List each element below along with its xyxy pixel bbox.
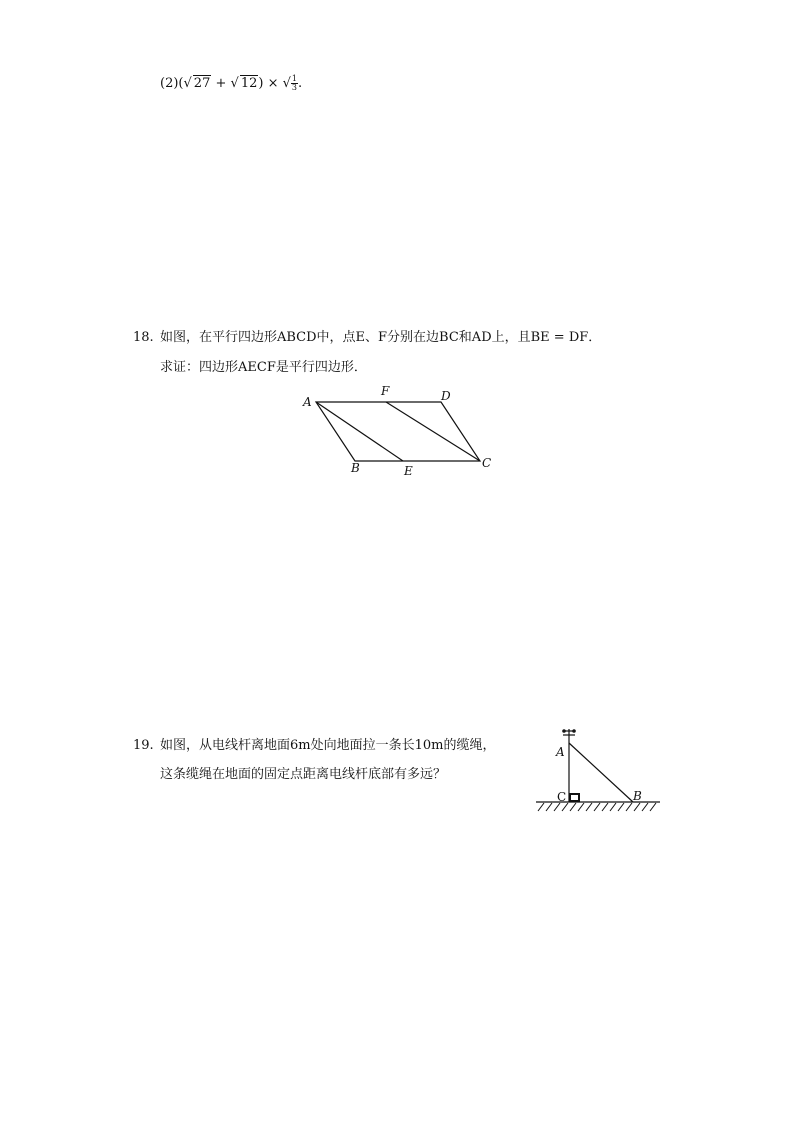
label-c: C: [482, 456, 492, 470]
label-c: C: [557, 790, 567, 804]
q17-part2-expression: (2)(√ 27 + √ 12) × √ $\frac{1}{3}$ .: [160, 74, 303, 92]
q19-text-line1: 如图，从电线杆离地面6m处向地面拉一条长10m的缆绳，: [160, 738, 496, 753]
radicand-27: 27: [193, 76, 211, 91]
label-d: D: [441, 389, 451, 403]
q19-text-line2: 这条缆绳在地面的固定点距离电线杆底部有多远？: [160, 767, 447, 782]
label-b: B: [351, 461, 360, 475]
segment-fc: [386, 402, 480, 461]
label-f: F: [381, 384, 390, 398]
q18-parallelogram-figure: [295, 380, 505, 480]
q19-number: 19.: [133, 738, 154, 753]
label-e: E: [404, 464, 413, 478]
label-a: A: [303, 395, 312, 409]
segment-ae: [316, 402, 403, 461]
ground-hatching: [538, 803, 656, 811]
radicand-12: 12: [240, 76, 258, 91]
parallelogram-abcd: [316, 402, 480, 461]
right-angle-mark: [570, 794, 579, 801]
q18-text-line1: 如图，在平行四边形ABCD中，点E、F分别在边BC和AD上，且BE = DF．: [160, 330, 602, 345]
q18-text-line2: 求证：四边形AECF是平行四边形．: [160, 360, 367, 375]
q18-number: 18.: [133, 330, 154, 345]
label-a: A: [556, 745, 565, 759]
q19-pole-figure: [530, 722, 670, 822]
q17-part2-label: (2): [160, 76, 179, 91]
label-b: B: [633, 789, 642, 803]
fraction-one-third: $\frac{1}{3}$: [291, 74, 297, 92]
